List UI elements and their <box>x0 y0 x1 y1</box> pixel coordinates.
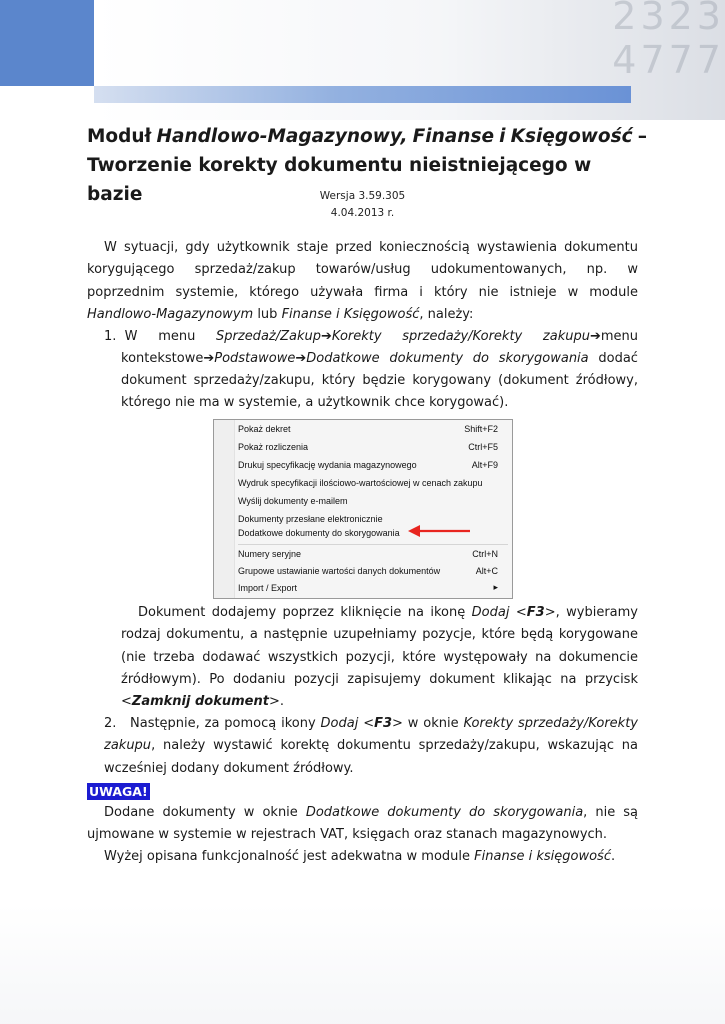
final-paragraph: Wyżej opisana funkcjonalność jest adekwatna w module Finanse i księgowość. <box>104 849 616 864</box>
menu-item-dodatkowe-dokumenty[interactable]: Dodatkowe dokumenty do skorygowania <box>238 527 400 538</box>
step-1-line-2: kontekstowe➔Podstawowe➔Dodatkowe dokumenty do skorygowania dodać <box>121 351 638 366</box>
warning-paragraph: Dodane dokumenty w oknie Dodatkowe dokumenty do skorygowania, nie są ujmowane w systemie w rejestrach VAT, księgach oraz stanach magazynowych. <box>87 805 638 843</box>
step-1-rest: dokument sprzedaży/zakupu, który będzie korygowany (dokument źródłowy, którego nie ma w systemie, a użytkownik chce korygować). <box>121 373 638 411</box>
title-line-2: Tworzenie korekty dokumentu nieistniejącego w bazie <box>87 155 592 205</box>
menu-item-drukuj-specyfikacje[interactable]: Drukuj specyfikację wydania magazynowego Alt+F9 <box>238 459 498 470</box>
intro-paragraph: W sytuacji, gdy użytkownik staje przed koniecznością wystawienia dokumentu korygującego sprzedaż/zakup towarów/usług udokumentowanych, np. w poprzednim systemie, którego używała firma i który nie istnieje w module Handlowo-Magazynowym lub Finanse i Księgowość, należy: <box>87 240 638 322</box>
menu-item-grupowe-ustawianie[interactable]: Grupowe ustawianie wartości danych dokumentów Alt+C <box>238 565 498 576</box>
context-menu-screenshot <box>213 419 513 599</box>
menu-icon-gutter <box>214 420 235 598</box>
description-paragraph: Dokument dodajemy poprzez kliknięcie na ikonę Dodaj <F3>, wybieramy rodzaj dokumentu, a następnie uzupełniamy pozycje, które będą korygowane (nie trzeba dodawać wszystkich pozycji, które występowały na dokumencie źródłowym). Po dodaniu pozycji zapisujemy dokument klikając na przycisk <Zamknij dokument>. <box>121 605 639 710</box>
menu-item-pokaz-rozliczenia[interactable]: Pokaż rozliczenia Ctrl+F5 <box>238 441 498 452</box>
menu-item-wydruk-specyfikacji[interactable]: Wydruk specyfikacji ilościowo-wartościowej w cenach zakupu <box>238 477 483 488</box>
footer-decoration <box>0 904 725 1024</box>
menu-item-import-export[interactable]: Import / Export ▸ <box>238 580 506 595</box>
step-2: 2. Następnie, za pomocą ikony Dodaj <F3> w oknie Korekty sprzedaży/Korekty zakupu, należy wystawić korektę dokumentu sprzedaży/zakupu, wskazując na wcześniej dodany dokument źródłowy. <box>104 716 638 776</box>
red-pointer-arrow-icon <box>408 522 472 540</box>
header-numbers-watermark: 2323 4777 <box>612 0 725 82</box>
menu-item-dokumenty-przeslane[interactable]: Dokumenty przesłane elektronicznie <box>238 513 383 524</box>
menu-separator <box>238 544 508 545</box>
version-date: 4.04.2013 r. <box>330 207 395 219</box>
header-blue-block <box>0 0 94 86</box>
step-1-line-1: 1. W menu Sprzedaż/Zakup➔Korekty sprzedaży/Korekty zakupu➔menu <box>104 329 638 344</box>
version-number: Wersja 3.59.305 <box>319 190 406 202</box>
warning-label: UWAGA! <box>89 784 148 799</box>
header-gradient-bar <box>94 86 631 103</box>
submenu-arrow-icon: ▸ <box>493 582 498 592</box>
page-title: Moduł Handlowo-Magazynowy, Finanse i Księgowość – Tworzenie korekty dokumentu nieistniejącego w bazie <box>87 122 647 209</box>
menu-item-numery-seryjne[interactable]: Numery seryjne Ctrl+N <box>238 548 498 559</box>
menu-item-pokaz-dekret[interactable]: Pokaż dekret Shift+F2 <box>238 423 498 434</box>
menu-item-wyslij-email[interactable]: Wyślij dokumenty e-mailem <box>238 495 348 506</box>
